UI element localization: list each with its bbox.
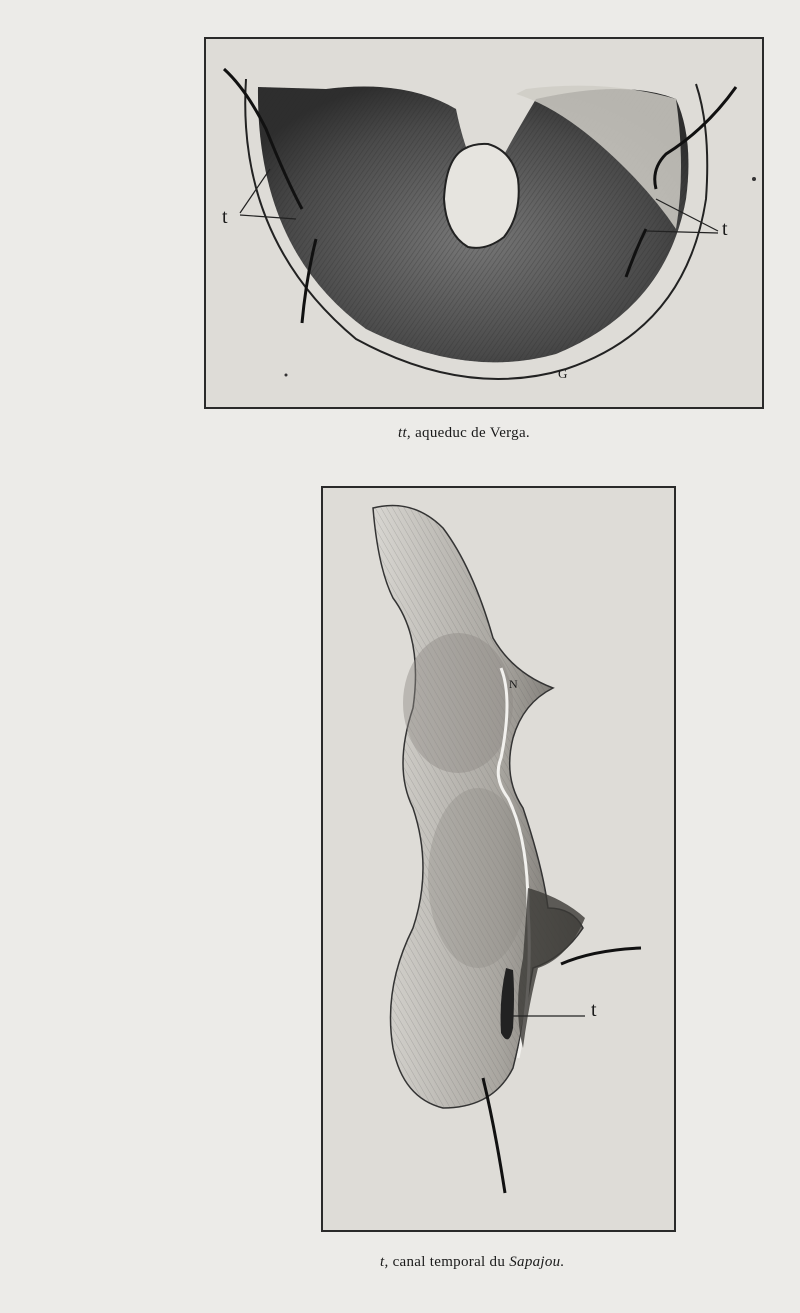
top-figure-caption (398, 425, 530, 442)
top-caption-text: aqueduc de Verga. (415, 425, 530, 441)
engraver-mark: G (558, 366, 568, 381)
bottom-label-canal: t (591, 999, 597, 1021)
skull-base-illustration (206, 39, 764, 409)
bottom-caption-species: Sapajou. (509, 1254, 565, 1270)
temporal-bone-illustration (323, 488, 676, 1232)
top-figure-plate (204, 37, 764, 409)
top-label-left: t (222, 206, 228, 228)
bottom-small-mark: N (509, 677, 518, 691)
top-label-right: t (722, 218, 728, 240)
bottom-caption-ref: t, (380, 1254, 389, 1270)
bottom-figure-plate (321, 486, 676, 1232)
top-caption-ref: tt, (398, 425, 411, 441)
bottom-caption-text: canal temporal du (392, 1254, 506, 1270)
foramen-magnum (444, 144, 519, 248)
bottom-figure-caption (380, 1254, 565, 1271)
